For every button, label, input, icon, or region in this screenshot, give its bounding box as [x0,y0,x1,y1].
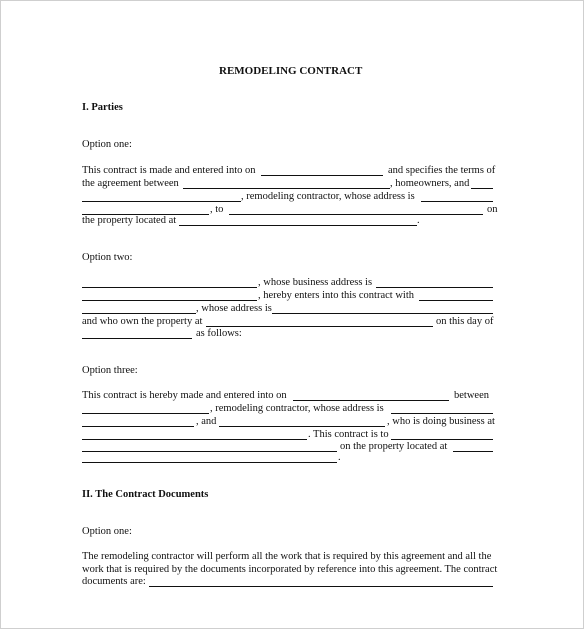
paragraph-line-1: The remodeling contractor will perform all the work that is required by this agreement and all the [82,551,492,562]
text-and: , and [196,416,217,427]
homeowners-name-blank[interactable] [183,188,390,189]
business-name-blank[interactable] [82,287,257,288]
paragraph-line-3: documents are: [82,576,146,587]
section-heading-parties: I. Parties [82,102,123,113]
option-one-label: Option one: [82,139,132,150]
homeowner-name-blank[interactable] [419,300,493,301]
contractor-name-blank-2[interactable] [82,413,209,414]
text-contract-is-to: . This contract is to [308,429,389,440]
section-heading-contract-documents: II. The Contract Documents [82,489,209,500]
business-address-blank-2[interactable] [82,300,257,301]
text-to: , to [210,204,224,215]
text-homeowners: , homeowners, and [390,178,470,189]
work-description-blank-2[interactable] [391,439,493,440]
contractor-address-blank-4[interactable] [82,426,194,427]
document-title: REMODELING CONTRACT [219,65,363,77]
contractor-name-blank-start[interactable] [471,188,493,189]
text-period-2: . [338,452,341,463]
option-two-label: Option two: [82,252,133,263]
text-between: between [454,390,489,401]
property-address-blank-3[interactable] [453,451,493,452]
text-period: . [417,215,420,226]
text-whose-address: , whose address is [196,303,272,314]
property-address-blank-4[interactable] [82,462,337,463]
text-agreement-between: the agreement between [82,178,179,189]
paragraph-line-2: work that is required by the documents incorporated by reference into this agreement. The contract [82,564,498,575]
contractor-name-blank[interactable] [82,201,241,202]
text-remodeling-contractor-2: , remodeling contractor, whose address is [210,403,384,414]
option-three-label: Option three: [82,365,138,376]
text-made-entered: This contract is made and entered into on [82,165,256,176]
day-blank[interactable] [82,338,192,339]
text-doing-business: , who is doing business at [387,416,495,427]
text-specifies-terms: and specifies the terms of [388,165,496,176]
owner-name-blank[interactable] [219,426,385,427]
contract-documents-blank[interactable] [149,586,493,587]
text-this-day: on this day of [436,316,494,327]
option-one-label-2: Option one: [82,526,132,537]
text-own-property: and who own the property at [82,316,203,327]
business-address-blank[interactable] [376,287,493,288]
contractor-address-blank-3[interactable] [391,413,493,414]
homeowner-address-blank[interactable] [272,313,493,314]
text-property-located: the property located at [82,215,177,226]
contractor-address-blank[interactable] [421,201,493,202]
date-blank[interactable] [261,175,383,176]
business-address-blank-3[interactable] [82,439,307,440]
text-business-address: , whose business address is [258,277,373,288]
text-on: on [487,204,498,215]
homeowner-name-blank-2[interactable] [82,313,196,314]
property-address-blank-2[interactable] [206,326,433,327]
date-blank-2[interactable] [293,400,449,401]
text-remodeling-contractor: , remodeling contractor, whose address is [241,191,415,202]
text-property-located-2: on the property located at [340,441,448,452]
work-description-blank[interactable] [229,214,483,215]
text-enters-contract: , hereby enters into this contract with [258,290,414,301]
text-as-follows: as follows: [196,328,242,339]
work-description-blank-3[interactable] [82,451,337,452]
text-hereby-made: This contract is hereby made and entered into on [82,390,287,401]
property-address-blank[interactable] [179,225,417,226]
